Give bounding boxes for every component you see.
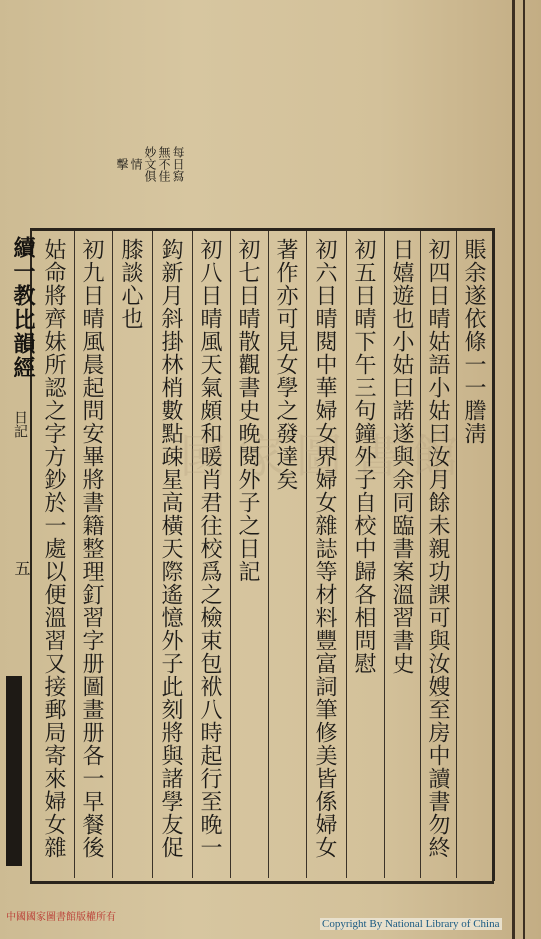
column-rule <box>456 231 457 878</box>
margin-ink-block <box>6 676 22 866</box>
watermark-right: Copyright By National Library of China <box>322 918 500 930</box>
page-edge-line <box>512 0 515 939</box>
text-column: 初八日晴風天氣頗和暖肖君往校爲之檢束包袱八時起行至晚一 <box>197 238 222 859</box>
column-rule <box>192 231 193 878</box>
header-note-line: 無不佳 <box>157 146 171 182</box>
header-note-line: 妙文俱 <box>143 146 157 182</box>
text-column: 賬余遂依條一一謄淸 <box>461 238 486 445</box>
text-column: 膝談心也 <box>118 238 143 330</box>
text-column: 日嬉遊也小姑曰諾遂與余同臨書案溫習書史 <box>389 238 414 675</box>
column-rule <box>420 231 421 878</box>
header-note-line: 情 <box>129 158 143 170</box>
text-column: 姑命將齊妹所認之字方鈔於一處以便溫習又接郵局寄來婦女雜 <box>41 238 66 859</box>
column-rule <box>306 231 307 878</box>
watermark-left: 中國國家圖書館版權所有 <box>6 912 116 923</box>
text-column: 初五日晴下午三句鐘外子自校中歸各相問慰 <box>351 238 376 675</box>
text-column: 初六日晴閱中華婦女界婦女雜誌等材料豐富詞筆修美皆係婦女 <box>312 238 337 859</box>
column-rule <box>74 231 75 878</box>
column-rule <box>230 231 231 878</box>
header-note-line: 擊 <box>115 158 129 170</box>
page-number: 五 <box>12 560 31 576</box>
header-note-line: 每日寫 <box>171 146 185 182</box>
book-title: 續一教比韻經 <box>10 236 36 380</box>
text-column: 鈎新月斜掛林梢數點疎星高橫天際遙憶外子此刻將與諸學友促 <box>158 238 183 859</box>
column-rule <box>112 231 113 878</box>
column-rule <box>268 231 269 878</box>
text-column: 初四日晴姑語小姑曰汝月餘未親功課可與汝嫂至房中讀書勿終 <box>425 238 450 859</box>
frame-right-border <box>492 228 495 881</box>
page-edge-line <box>523 0 525 939</box>
column-rule <box>384 231 385 878</box>
text-column: 初九日晴風晨起問安畢將書籍整理釘習字册圖畫册各一早餐後 <box>79 238 104 859</box>
column-rule <box>346 231 347 878</box>
library-stamp: 國家圖書館 <box>180 429 470 483</box>
text-column: 初七日晴散觀書史晚閱外子之日記 <box>235 238 260 583</box>
text-column: 著作亦可見女學之發達矣 <box>273 238 298 491</box>
section-label: 日記 <box>12 410 28 438</box>
column-rule <box>152 231 153 878</box>
